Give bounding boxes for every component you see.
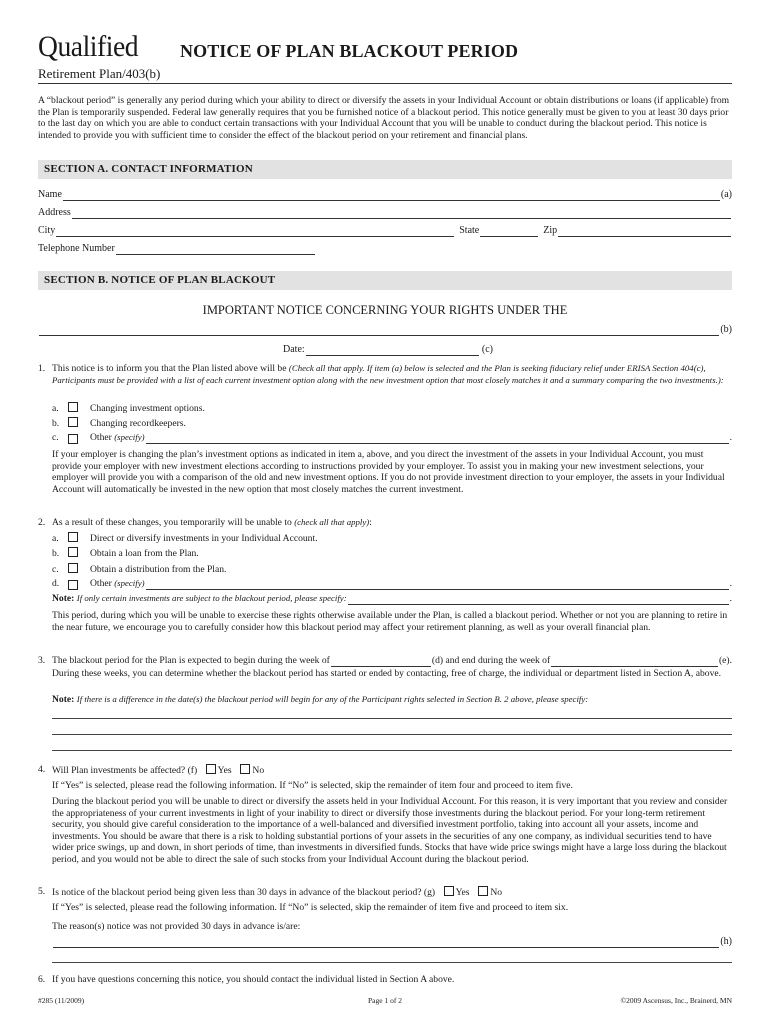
plan-name-field[interactable] xyxy=(38,324,732,336)
item-5-reason-field[interactable]: (h) xyxy=(52,936,732,948)
section-a-heading xyxy=(38,160,732,179)
item-6-text: If you have questions concerning this notice, you should contact the individual listed in Section A above. xyxy=(52,974,455,985)
section-b-title: SECTION B. NOTICE OF PLAN BLACKOUT xyxy=(44,274,276,286)
date-input-line[interactable] xyxy=(306,345,479,356)
item-5-reason-line-1[interactable] xyxy=(53,937,719,948)
item-2-option-b[interactable]: b. Obtain a loan from the Plan. xyxy=(52,548,199,559)
zip-input-line[interactable] xyxy=(558,226,731,237)
telephone-field[interactable] xyxy=(38,243,316,255)
item-2-option-d[interactable]: d. Other (specify) . xyxy=(52,578,732,589)
item-1-other-line[interactable] xyxy=(146,433,729,444)
item-2-other-line[interactable] xyxy=(146,579,729,590)
brand-wordmark: Qualified xyxy=(38,30,139,63)
name-input-line[interactable] xyxy=(63,190,720,201)
intro-paragraph: A “blackout period” is generally any period during which your ability to direct or diversify the assets in your Individual Account or obtain distributions or loans (if applicable) from the Plan is temporarily suspended. Federal law generally requires that you be furnished notice of a blackout period. This notice generally must be given to you at least 30 days prior to the last day on which you are able to conduct certain transactions with your Individual Account that you will be unable to conduct during the blackout period. This notice is intended to provide you with sufficient time to consider the effect of the blackout period on your retirement and financial plans. xyxy=(38,95,730,141)
plan-name-suffix: (b) xyxy=(720,324,732,335)
section-b-heading xyxy=(38,271,732,290)
begin-week-line[interactable] xyxy=(331,656,431,667)
city-label: City xyxy=(38,225,56,236)
checkbox[interactable] xyxy=(68,532,78,542)
state-input-line[interactable] xyxy=(480,226,538,237)
address-field[interactable] xyxy=(38,207,732,219)
city-input-line[interactable] xyxy=(56,226,454,237)
item-3-weeks-row: The blackout period for the Plan is expected to begin during the week of (d) and end during the week of (e). xyxy=(52,655,732,666)
brand-subtitle: Retirement Plan/403(b) xyxy=(38,66,161,81)
item-2-text: As a result of these changes, you temporarily will be unable to (check all that apply): xyxy=(52,517,372,528)
page-number: Page 1 of 2 xyxy=(368,996,402,1005)
item-2-number: 2. xyxy=(38,517,46,528)
notice-title: IMPORTANT NOTICE CONCERNING YOUR RIGHTS UNDER THE xyxy=(202,303,568,317)
item-6-number: 6. xyxy=(38,974,46,985)
item-3-number: 3. xyxy=(38,655,46,666)
name-field[interactable] xyxy=(38,189,732,201)
item-3-answer-line-2[interactable] xyxy=(52,734,732,735)
item-1-option-a[interactable]: a. Changing investment options. xyxy=(52,403,205,414)
date-label: Date: xyxy=(283,344,305,355)
name-suffix: (a) xyxy=(720,189,732,200)
item-4-instruction: If “Yes” is selected, please read the following information. If “No” is selected, skip the remainder of item four and proceed to item five. xyxy=(52,780,573,791)
item-5-reason-label: The reason(s) notice was not provided 30 days in advance is/are: xyxy=(52,921,301,932)
item-2-note-line[interactable] xyxy=(348,594,729,605)
yes-checkbox[interactable] xyxy=(206,764,216,774)
address-label: Address xyxy=(38,207,71,218)
telephone-label: Telephone Number xyxy=(38,243,115,254)
section-a-title: SECTION A. CONTACT INFORMATION xyxy=(44,163,253,175)
address-input-line[interactable] xyxy=(72,208,731,219)
checkbox[interactable] xyxy=(68,402,78,412)
checkbox[interactable] xyxy=(68,563,78,573)
item-2-option-c[interactable]: c. Obtain a distribution from the Plan. xyxy=(52,564,227,575)
item-5-instruction: If “Yes” is selected, please read the following information. If “No” is selected, skip the remainder of item five and proceed to item six. xyxy=(52,902,569,913)
item-1-paragraph: If your employer is changing the plan’s investment options as indicated in item a, above, and you direct the investment of the assets in your Individual Account, you must provide your employer with new investment elections according to instructions provided by your employer. To assist you in making your new investment selections, your employer will provide you with a comparison of the old and new investment options. If you do not provide investment direction to your employer, the assets in your Individual Account will automatically be invested in the new option that most closely matches the current investment. xyxy=(52,449,725,495)
item-1-text: This notice is to inform you that the Plan listed above will be (Check all that apply. If item (a) below is selected and the Plan is seeking fiduciary relief under ERISA Section 404(c), Participants must be provided with a list of each current investment option along with the new investment option that most closely matches it and a summary comparing the two investments.): xyxy=(52,363,724,385)
checkbox[interactable] xyxy=(68,547,78,557)
item-3-answer-line-3[interactable] xyxy=(52,750,732,751)
no-checkbox[interactable] xyxy=(478,886,488,896)
item-5-question: Is notice of the blackout period being given less than 30 days in advance of the blackout period? (g) Yes No xyxy=(52,887,503,898)
date-field[interactable] xyxy=(283,344,493,356)
item-3-note: Note: If there is a difference in the date(s) the blackout period will begin for any of the Participant rights selected in Section B. 2 above, please specify: xyxy=(52,694,589,705)
state-label: State xyxy=(459,225,480,236)
item-2-paragraph: This period, during which you will be unable to exercise these rights otherwise available under the Plan, is called a blackout period. Whether or not you are planning to retire in the near future, we encourage you to carefully consider how this blackout period may affect your retirement planning, as well as your overall financial plan. xyxy=(52,610,728,633)
item-1-note: (Check all that apply. If item (a) below is selected and the Plan is seeking fiduciary relief under ERISA Section 404(c), Participants must be provided with a list of each current investment option along with the new investment option that most closely matches it and a summary comparing the two investments.): xyxy=(52,363,724,385)
telephone-input-line[interactable] xyxy=(116,244,315,255)
header-rule xyxy=(38,83,732,84)
item-1-option-c[interactable]: c. Other (specify) . xyxy=(52,432,732,443)
document-title: NOTICE OF PLAN BLACKOUT PERIOD xyxy=(180,41,519,61)
item-4-paragraph: During the blackout period you will be unable to direct or diversify the assets held in your Individual Account. For this reason, it is very important that you review and consider the appropriateness of your current investments in light of your inability to direct or diversify those investments during the blackout period. For your long-term retirement security, you should give careful consideration to the importance of a well-balanced and diversified investment portfolio, taking into account all your assets, income and investments. You should be aware that there is a risk to holding substantial portions of your assets in the securities of any one company, as individual securities tend to have wider price swings, up and down, in short periods of time, than investments in diversified funds. Stocks that have wide price swings might have a large loss during the blackout period, and you would not be able to direct the sale of such stocks from your Individual Account during the blackout period. xyxy=(52,796,728,865)
city-state-zip-row xyxy=(38,225,732,237)
item-3-paragraph: During these weeks, you can determine whether the blackout period has started or ended by contacting, free of charge, the individual or department listed in Section A, above. xyxy=(52,668,722,679)
copyright: ©2009 Ascensus, Inc., Brainerd, MN xyxy=(620,996,732,1005)
zip-label: Zip xyxy=(543,225,558,236)
item-1-number: 1. xyxy=(38,363,46,374)
yes-checkbox[interactable] xyxy=(444,886,454,896)
item-2-note-field[interactable]: Note: If only certain investments are subject to the blackout period, please specify: . xyxy=(52,593,732,604)
end-week-line[interactable] xyxy=(551,656,718,667)
form-number: #285 (11/2009) xyxy=(38,996,85,1005)
date-suffix: (c) xyxy=(481,344,493,355)
checkbox[interactable] xyxy=(68,434,78,444)
item-5-reason-line-2[interactable] xyxy=(52,962,732,963)
item-1-option-b[interactable]: b. Changing recordkeepers. xyxy=(52,418,186,429)
item-2-option-a[interactable]: a. Direct or diversify investments in your Individual Account. xyxy=(52,533,318,544)
item-4-question: Will Plan investments be affected? (f) Yes No xyxy=(52,765,265,776)
name-label: Name xyxy=(38,189,62,200)
item-3-answer-line-1[interactable] xyxy=(52,718,732,719)
plan-name-input-line[interactable] xyxy=(39,325,719,336)
no-checkbox[interactable] xyxy=(240,764,250,774)
checkbox[interactable] xyxy=(68,580,78,590)
item-4-number: 4. xyxy=(38,764,46,775)
checkbox[interactable] xyxy=(68,417,78,427)
item-5-number: 5. xyxy=(38,886,46,897)
